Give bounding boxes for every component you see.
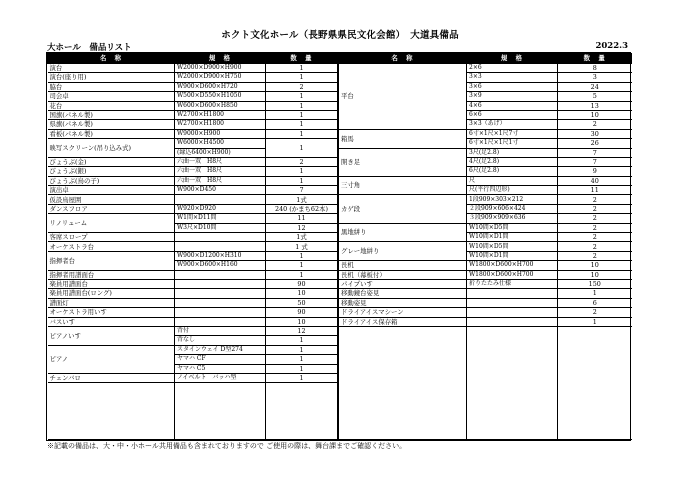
- table-row: [48, 120, 338, 129]
- item-qty: 2: [558, 204, 632, 213]
- name-header: 名 称: [339, 54, 467, 64]
- item-name: 楽員用譜面台: [48, 279, 175, 288]
- table-row: [48, 345, 338, 354]
- item-qty: 1: [558, 317, 632, 326]
- item-qty: 1: [266, 364, 338, 373]
- item-spec: 3×3（あげ）: [467, 120, 558, 129]
- table-row: [339, 298, 632, 307]
- table-row: [48, 64, 338, 73]
- item-qty: 1: [266, 336, 338, 345]
- item-spec: W500×D550×H1050: [175, 92, 266, 101]
- item-qty: 2: [558, 242, 632, 251]
- item-spec: W920×D920: [175, 204, 266, 213]
- item-qty: 2: [266, 157, 338, 166]
- item-qty: 10: [266, 289, 338, 298]
- item-name: 県旗(パネル製): [48, 120, 175, 129]
- item-spec: 六曲一双 H8尺: [175, 176, 266, 185]
- item-spec: 尺: [467, 176, 558, 185]
- item-qty: 10: [266, 317, 338, 326]
- item-qty: 40: [558, 176, 632, 185]
- table-row: [339, 195, 632, 204]
- item-spec: W1800×D600×H700: [467, 261, 558, 270]
- item-qty: 1: [266, 139, 338, 158]
- item-name: ドライアイスマシーン: [339, 308, 467, 317]
- document-date: 2022.3: [595, 41, 628, 51]
- table-row: [339, 148, 632, 157]
- item-qty: 1式: [266, 195, 338, 204]
- item-spec: 2×6: [467, 64, 558, 73]
- item-spec: ヤマハ C5: [175, 364, 266, 373]
- item-qty: 12: [266, 326, 338, 335]
- item-qty: 1: [266, 270, 338, 279]
- item-spec: W2700×H1800: [175, 110, 266, 119]
- table-row: [339, 270, 632, 279]
- item-spec: W10間×D5間: [467, 223, 558, 232]
- item-spec: W900×D600×H160: [175, 261, 266, 270]
- item-qty: 1: [266, 355, 338, 364]
- item-qty: 7: [558, 157, 632, 166]
- item-name: 脇台: [48, 82, 175, 91]
- item-qty: 11: [266, 214, 338, 223]
- blank-cell: [558, 326, 632, 439]
- item-spec: 3尺(足2.8): [467, 148, 558, 157]
- item-spec: [175, 289, 266, 298]
- item-spec: W900×D450: [175, 186, 266, 195]
- name-header: 名 称: [48, 54, 175, 64]
- item-qty: 2: [558, 308, 632, 317]
- right-equipment-table: [338, 53, 632, 440]
- item-spec: W2700×H1800: [175, 120, 266, 129]
- item-spec: W1800×D600×H700: [467, 270, 558, 279]
- item-name: グレー地絣り: [339, 242, 467, 261]
- item-spec: [467, 289, 558, 298]
- item-spec: W6000×H4500: [175, 139, 266, 148]
- table-row: [48, 92, 338, 101]
- table-row: [48, 186, 338, 195]
- item-name: 演台(座り用): [48, 73, 175, 82]
- item-spec: [175, 270, 266, 279]
- item-qty: 10: [558, 110, 632, 119]
- item-qty: 240 (かまち62本): [266, 204, 338, 213]
- table-row: [339, 242, 632, 251]
- item-name: 司会卓: [48, 92, 175, 101]
- spec-header: 規 格: [467, 54, 558, 64]
- item-name: 看板(パネル製): [48, 129, 175, 138]
- item-spec: [175, 298, 266, 307]
- item-spec: [467, 317, 558, 326]
- blank-cell: [48, 383, 175, 440]
- table-row: [48, 289, 338, 298]
- qty-header: 数 量: [558, 54, 632, 64]
- table-row: [48, 176, 338, 185]
- item-name: ピアノ: [48, 345, 175, 373]
- item-spec: スタインウェイ D型274: [175, 345, 266, 354]
- table-row: [48, 167, 338, 176]
- item-spec: [467, 308, 558, 317]
- item-qty: 1: [266, 176, 338, 185]
- item-qty: 10: [558, 261, 632, 270]
- blank-cell: [175, 383, 266, 440]
- item-spec: W2000×D900×H750: [175, 73, 266, 82]
- item-qty: 1: [266, 373, 338, 382]
- item-qty: 10: [558, 270, 632, 279]
- table-row: [48, 214, 338, 223]
- item-spec: W10間×D5間: [467, 242, 558, 251]
- item-spec: [175, 233, 266, 242]
- document-title: ホクト文化ホール（長野県県民文化会館） 大道具備品: [221, 30, 459, 41]
- item-spec: 六曲一双 H8尺: [175, 167, 266, 176]
- item-name: 長机（幕板付）: [339, 270, 467, 279]
- item-spec: W10間×D1間: [467, 233, 558, 242]
- item-spec: 背なし: [175, 336, 266, 345]
- item-spec: 3×3: [467, 73, 558, 82]
- table-row: [48, 204, 338, 213]
- table-row: [339, 317, 632, 326]
- item-name: 移動姿見: [339, 298, 467, 307]
- right-header-row: [339, 54, 632, 64]
- item-qty: 150: [558, 279, 632, 288]
- item-qty: 90: [266, 308, 338, 317]
- table-row: [48, 308, 338, 317]
- table-row: [48, 110, 338, 119]
- item-spec: [175, 279, 266, 288]
- item-spec: 4尺(足2.8): [467, 157, 558, 166]
- item-qty: 1: [266, 73, 338, 82]
- table-row: [48, 82, 338, 91]
- item-name: びょうぶ(鳥の子): [48, 176, 175, 185]
- table-row: [339, 223, 632, 232]
- item-spec: 6寸×1尺×1尺7寸: [467, 129, 558, 138]
- item-spec: [467, 298, 558, 307]
- spec-header: 規 格: [175, 54, 266, 64]
- item-qty: 1: [266, 92, 338, 101]
- table-row: [48, 242, 338, 251]
- item-qty: 2: [266, 82, 338, 91]
- table-row: [339, 308, 632, 317]
- item-name: 演出卓: [48, 186, 175, 195]
- item-qty: 2: [558, 223, 632, 232]
- item-name: カゲ段: [339, 195, 467, 223]
- left-header-row: [48, 54, 338, 64]
- item-spec: 6寸×1尺×1尺1寸: [467, 139, 558, 148]
- table-row: [48, 101, 338, 110]
- item-name: 指揮者用譜面台: [48, 270, 175, 279]
- table-row: [339, 289, 632, 298]
- item-qty: 1: [266, 110, 338, 119]
- item-qty: 2: [558, 214, 632, 223]
- table-row: [48, 73, 338, 82]
- item-spec: 3×9: [467, 92, 558, 101]
- item-qty: 1: [266, 345, 338, 354]
- item-spec: [175, 195, 266, 204]
- table-row: [48, 270, 338, 279]
- item-qty: 11: [558, 186, 632, 195]
- item-spec: ノイベルト バッハ型: [175, 373, 266, 382]
- item-qty: 1: [266, 129, 338, 138]
- item-name: 三寸角: [339, 176, 467, 195]
- table-row: [339, 279, 632, 288]
- item-spec: 尺(平行四辺形): [467, 186, 558, 195]
- item-qty: 1: [266, 251, 338, 260]
- item-spec: 4×6: [467, 101, 558, 110]
- item-name: オーケストラ用いす: [48, 308, 175, 317]
- item-name: バスいす: [48, 317, 175, 326]
- item-name: チェンバロ: [48, 373, 175, 382]
- item-name: 花台: [48, 101, 175, 110]
- item-qty: 2: [558, 251, 632, 260]
- table-row: [48, 233, 338, 242]
- item-spec: W900×D600×H720: [175, 82, 266, 91]
- item-spec: 6×6: [467, 110, 558, 119]
- item-name: 譜面灯: [48, 298, 175, 307]
- table-row: [48, 139, 338, 148]
- blank-cell: [339, 326, 467, 439]
- item-qty: 1: [266, 64, 338, 73]
- blank-filler-row: [48, 383, 338, 440]
- item-name: 指揮者台: [48, 251, 175, 270]
- item-spec: (縁込6400×H900): [175, 148, 266, 157]
- item-name: ダンスフロア: [48, 204, 175, 213]
- item-qty: 7: [558, 148, 632, 157]
- item-qty: 1: [266, 120, 338, 129]
- item-name: びょうぶ(銀): [48, 167, 175, 176]
- item-qty: 1 式: [266, 242, 338, 251]
- item-name: 仮設鳥屋囲: [48, 195, 175, 204]
- item-qty: 8: [558, 64, 632, 73]
- table-row: [48, 195, 338, 204]
- item-qty: 1式: [266, 233, 338, 242]
- item-qty: 2: [558, 233, 632, 242]
- item-name: ドライアイス保存箱: [339, 317, 467, 326]
- item-qty: 13: [558, 101, 632, 110]
- item-name: 黒地絣り: [339, 223, 467, 242]
- item-spec: 3×6: [467, 82, 558, 91]
- equipment-tables: [46, 52, 631, 441]
- item-qty: 3: [558, 73, 632, 82]
- blank-cell: [266, 383, 338, 440]
- item-name: ピアノいす: [48, 326, 175, 345]
- item-name: 箱馬: [339, 129, 467, 148]
- item-qty: 5: [558, 92, 632, 101]
- table-row: [48, 129, 338, 138]
- item-spec: [175, 317, 266, 326]
- item-qty: 26: [558, 139, 632, 148]
- item-spec: 6尺(足2.8): [467, 167, 558, 176]
- item-qty: 1: [266, 101, 338, 110]
- item-spec: W10間×D1間: [467, 251, 558, 260]
- item-name: 演台: [48, 64, 175, 73]
- item-name: オーケストラ台: [48, 242, 175, 251]
- item-qty: 7: [266, 186, 338, 195]
- item-name: 開き足: [339, 148, 467, 176]
- table-row: [48, 373, 338, 382]
- table-row: [339, 129, 632, 138]
- item-qty: 1: [558, 289, 632, 298]
- item-qty: 50: [266, 298, 338, 307]
- item-qty: 1: [266, 167, 338, 176]
- left-equipment-table: [47, 53, 338, 440]
- item-spec: W600×D600×H850: [175, 101, 266, 110]
- table-row: [48, 298, 338, 307]
- item-spec: 折りたたみ仕様: [467, 279, 558, 288]
- item-spec: 六曲一双 H8尺: [175, 157, 266, 166]
- item-qty: 1: [266, 261, 338, 270]
- item-spec: W1間×D11間: [175, 214, 266, 223]
- item-qty: 30: [558, 129, 632, 138]
- table-row: [339, 176, 632, 185]
- item-spec: [175, 242, 266, 251]
- table-row: [339, 64, 632, 73]
- table-row: [48, 317, 338, 326]
- item-qty: 24: [558, 82, 632, 91]
- item-name: びょうぶ(金): [48, 157, 175, 166]
- blank-filler-row: [339, 326, 632, 439]
- item-qty: 90: [266, 279, 338, 288]
- item-name: 国旗(パネル製): [48, 110, 175, 119]
- item-spec: W900×D1200×H310: [175, 251, 266, 260]
- table-row: [48, 157, 338, 166]
- item-name: リノリューム: [48, 214, 175, 233]
- item-qty: 2: [558, 120, 632, 129]
- table-row: [339, 261, 632, 270]
- table-row: [48, 251, 338, 260]
- item-name: 客席スロープ: [48, 233, 175, 242]
- item-name: 長机: [339, 261, 467, 270]
- item-spec: 1段909×303×212: [467, 195, 558, 204]
- item-spec: W2000×D900×H900: [175, 64, 266, 73]
- item-spec: ヤマハ CF: [175, 355, 266, 364]
- table-row: [48, 279, 338, 288]
- item-name: 楽員用譜面台(ロング): [48, 289, 175, 298]
- item-name: 移動鏡台姿見: [339, 289, 467, 298]
- item-spec: ２段909×606×424: [467, 204, 558, 213]
- item-spec: W3尺×D10間: [175, 223, 266, 232]
- item-qty: 6: [558, 298, 632, 307]
- item-name: 平台: [339, 64, 467, 130]
- item-qty: 9: [558, 167, 632, 176]
- item-name: 映写スクリーン(吊り込み式): [48, 139, 175, 158]
- footer-note: ※記載の備品は、大・中・小ホール共用備品も含まれておりますので ご使用の際は、舞台課までご確認ください。: [47, 442, 407, 450]
- blank-cell: [467, 326, 558, 439]
- item-qty: 2: [558, 195, 632, 204]
- qty-header: 数 量: [266, 54, 338, 64]
- item-qty: 12: [266, 223, 338, 232]
- item-spec: W9000×H900: [175, 129, 266, 138]
- item-spec: 背付: [175, 326, 266, 335]
- item-spec: [175, 308, 266, 317]
- item-spec: ３段909×909×636: [467, 214, 558, 223]
- list-subtitle: 大ホール 備品リスト: [47, 43, 132, 53]
- table-row: [48, 326, 338, 335]
- item-name: パイプいす: [339, 279, 467, 288]
